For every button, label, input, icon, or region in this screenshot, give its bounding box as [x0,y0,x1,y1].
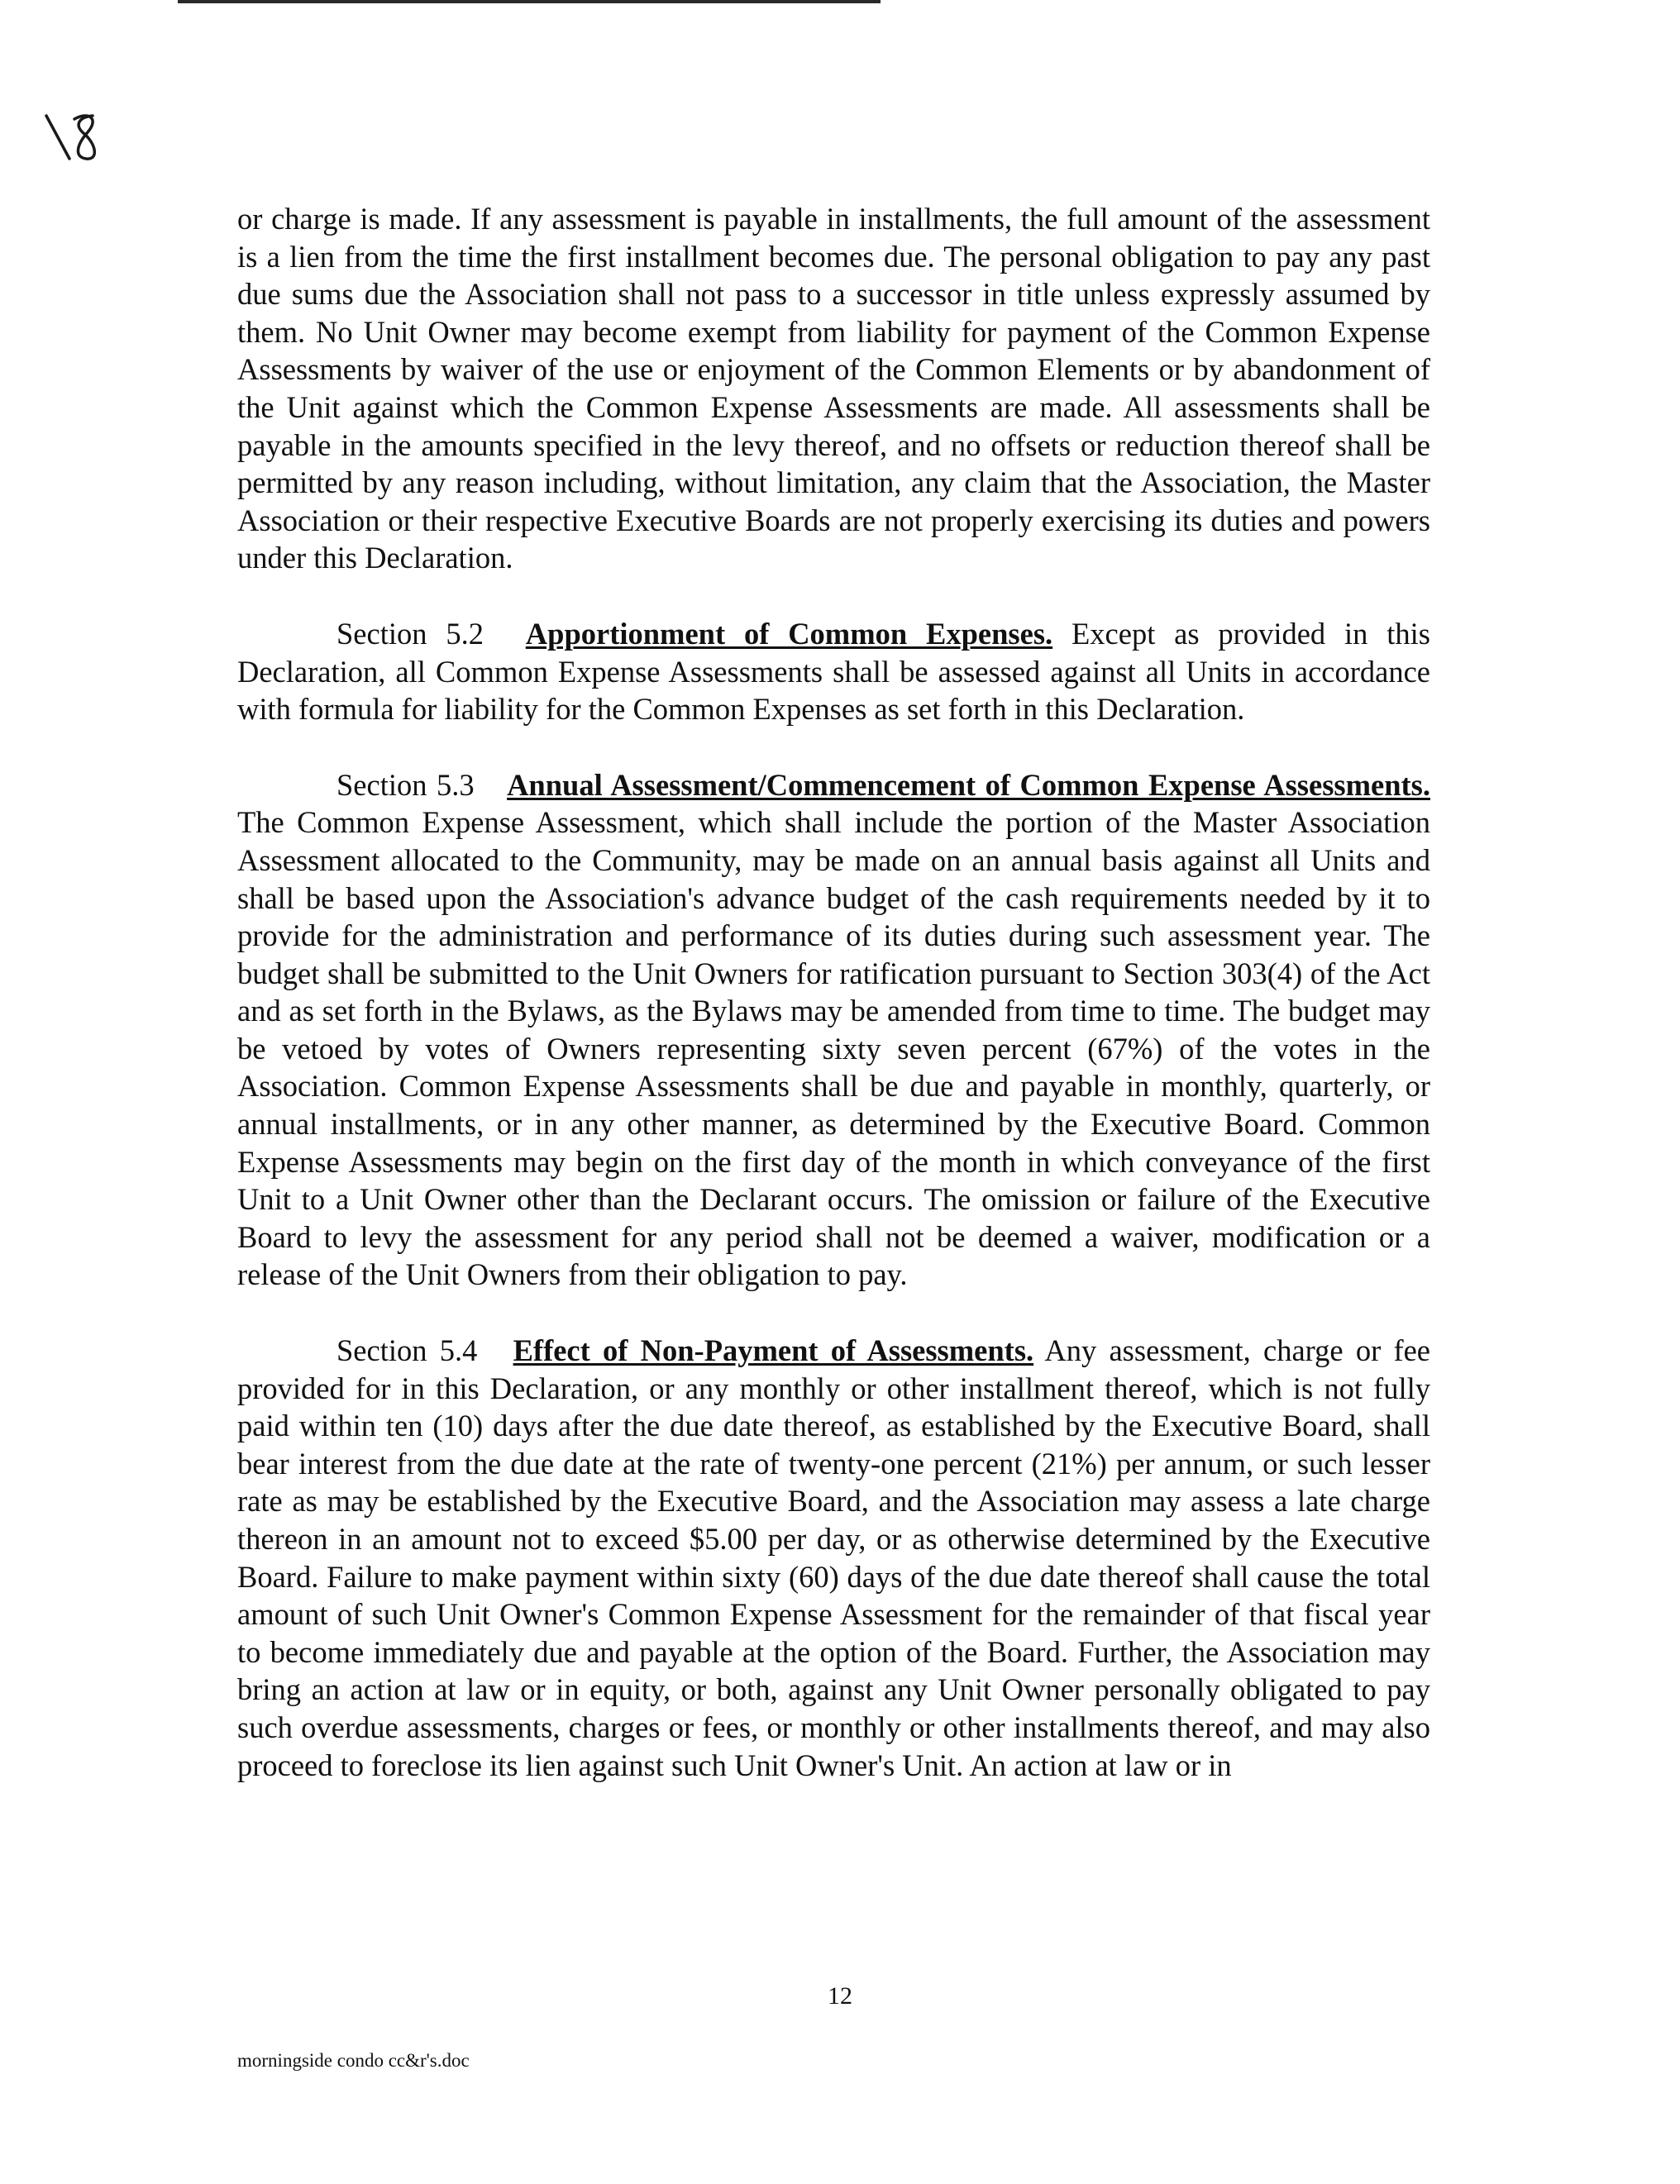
section-5-3 [237,766,1430,1294]
section-5-2 [237,615,1430,728]
section-text: Except as provided in this Declaration, all Common Expense Assessments shall be assessed against all Units in accordance with formula for liability for the Common Expenses as set forth in this Declaration. [237,616,1430,727]
section-title: Effect of Non-Payment of Assessments. [513,1333,1034,1368]
section-number: Section 5.2 [336,616,484,651]
section-text: The Common Expense Assessment, which shall include the portion of the Master Association Assessment allocated to the Community, may be made on an annual basis against all Units and shall be based upon the Association's advance budget of the cash requirements needed by it to provide for the administration and performance of its duties during such assessment year. The budget shall be submitted to the Unit Owners for ratification pursuant to Section 303(4) of the Act and as set forth in the Bylaws, as the Bylaws may be amended from time to time. The budget may be vetoed by votes of Owners representing sixty seven percent (67%) of the votes in the Association. Common Expense Assessments shall be due and payable in monthly, quarterly, or annual installments, or in any other manner, as determined by the Executive Board. Common Expense Assessments may begin on the first day of the month in which conveyance of the first Unit to a Unit Owner other than the Declarant occurs. The omission or failure of the Executive Board to levy the assessment for any period shall not be deemed a waiver, modification or a release of the Unit Owners from their obligation to pay. [237,805,1430,1292]
section-5-4 [237,1332,1430,1784]
document-body [237,200,1430,1784]
section-title: Annual Assessment/Commencement of Common Expense Assessments. [507,767,1430,802]
opening-paragraph: or charge is made. If any assessment is payable in installments, the full amount of the assessment is a lien from the time the first installment becomes due. The personal obligation to pay any past due sums due the Association shall not pass to a successor in title unless expressly assumed by them. No Unit Owner may become exempt from liability for payment of the Common Expense Assessments by waiver of the use or enjoyment of the Common Elements or by abandonment of the Unit against which the Common Expense Assessments are made. All assessments shall be payable in the amounts specified in the levy thereof, and no offsets or reduction thereof shall be permitted by any reason including, without limitation, any claim that the Association, the Master Association or their respective Executive Boards are not properly exercising its duties and powers under this Declaration. [237,202,1430,575]
section-number: Section 5.4 [336,1333,478,1368]
page-number: 12 [828,1982,852,2010]
section-text: Any assessment, charge or fee provided for in this Declaration, or any monthly or other installment thereof, which is not fully paid within ten (10) days after the due date thereof, as established by the Executive Board, shall bear interest from the due date at the rate of twenty-one percent (21%) per annum, or such lesser rate as may be established by the Executive Board, and the Association may assess a late charge thereon in an amount not to exceed $5.00 per day, or as otherwise determined by the Executive Board. Failure to make payment within sixty (60) days of the due date thereof shall cause the total amount of such Unit Owner's Common Expense Assessment for the remainder of that fiscal year to become immediately due and payable at the option of the Board. Further, the Association may bring an action at law or in equity, or both, against any Unit Owner personally obligated to pay such overdue assessments, charges or fees, or monthly or other installments thereof, and may also proceed to foreclose its lien against such Unit Owner's Unit. An action at law or in [237,1333,1431,1782]
handwritten-page-mark [41,107,107,165]
section-number: Section 5.3 [336,767,475,802]
top-scan-rule [178,0,881,3]
footer-filename: morningside condo cc&r's.doc [237,2050,470,2071]
section-title: Apportionment of Common Expenses. [525,616,1053,651]
